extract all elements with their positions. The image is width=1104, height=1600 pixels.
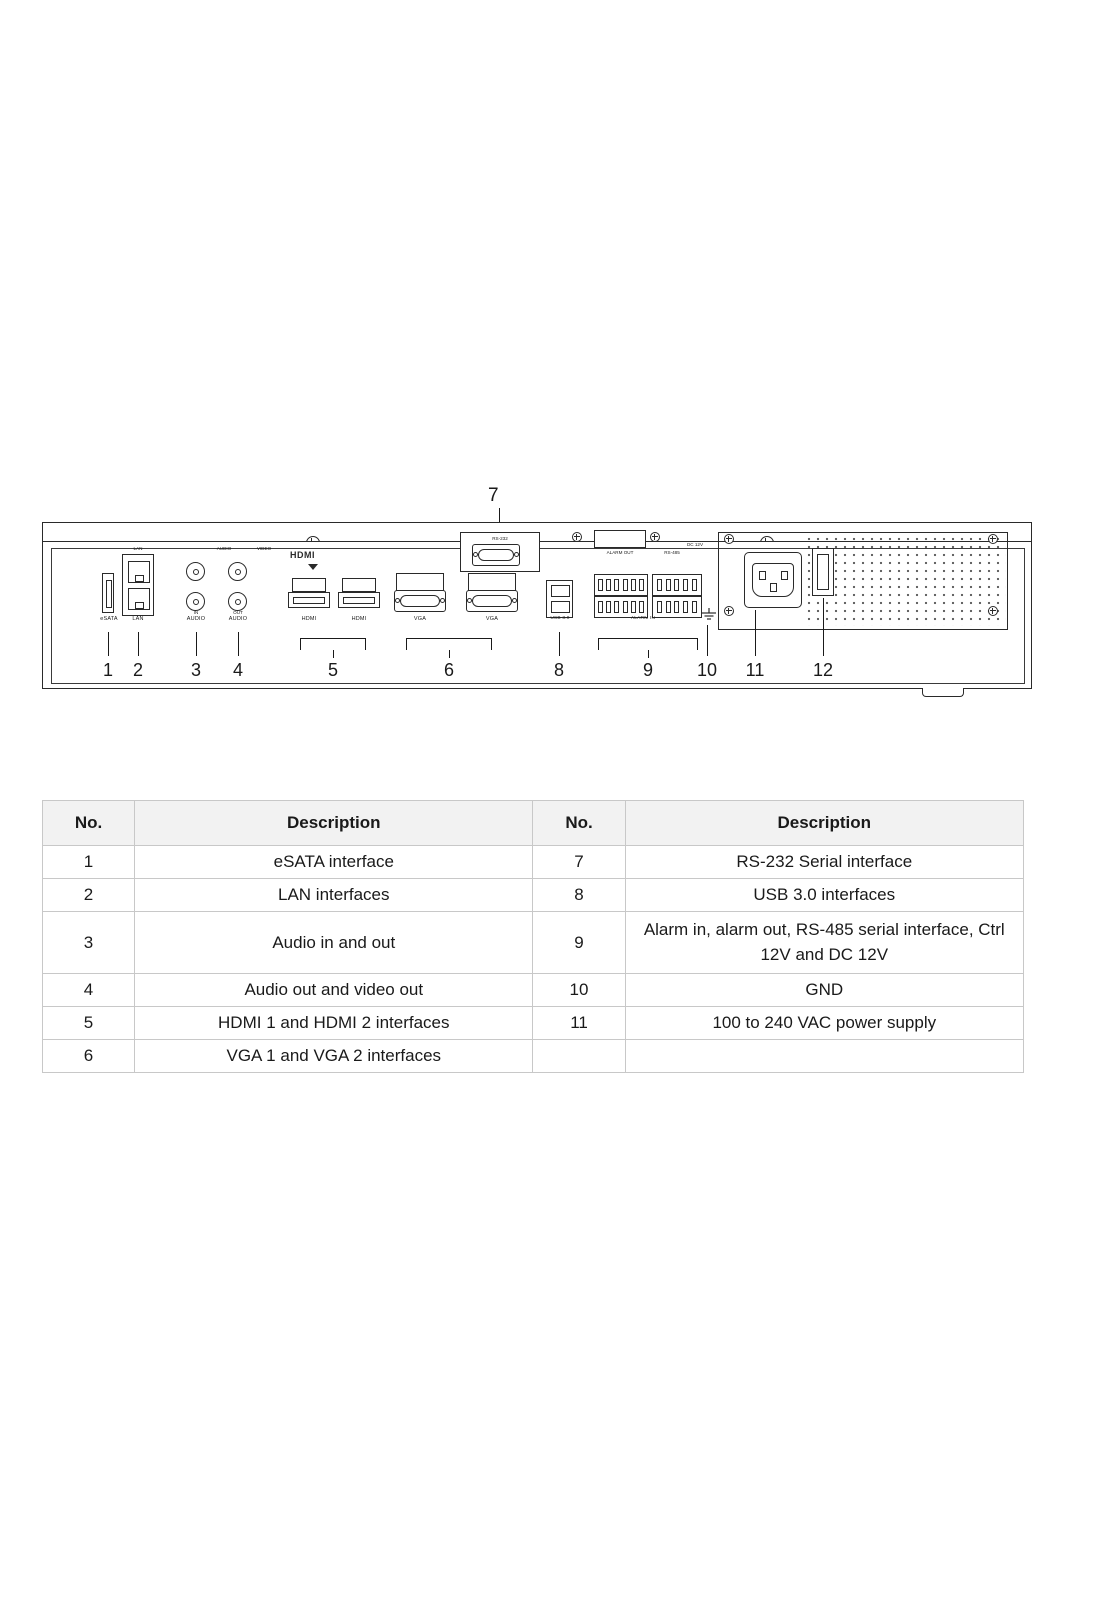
- chassis-foot: [922, 688, 964, 697]
- rs232-port: [472, 544, 520, 566]
- psu-screw-br: [988, 606, 998, 616]
- cell-desc-left: VGA 1 and VGA 2 interfaces: [135, 1040, 533, 1073]
- power-switch[interactable]: [812, 548, 834, 596]
- esata-port: [102, 573, 114, 613]
- video-out-jack: [228, 592, 247, 611]
- audio-out-jack: [186, 592, 205, 611]
- tick-5: [333, 650, 334, 658]
- cell-no-left: 1: [43, 846, 135, 879]
- alarm-out-label: ALARM OUT: [606, 550, 634, 555]
- table-row: [43, 1040, 1024, 1073]
- hdmi-shield-1: [292, 578, 326, 592]
- cell-no-right: [533, 1040, 625, 1073]
- callout-2: 2: [132, 660, 143, 680]
- esata-port-label: eSATA: [100, 616, 118, 622]
- vga-port-1: [394, 590, 446, 612]
- table-row: [43, 879, 1024, 912]
- cell-desc-left: LAN interfaces: [135, 879, 533, 912]
- psu-screw-tl: [724, 534, 734, 544]
- alarm-in-terminal-block-2: [594, 596, 648, 618]
- callout-1: 1: [102, 660, 113, 680]
- cell-desc-right: Alarm in, alarm out, RS-485 serial interface, Ctrl 12V and DC 12V: [625, 912, 1023, 974]
- audio-in-port-label: AUDIO: [186, 616, 206, 622]
- rs232-label: RS-232: [492, 536, 508, 541]
- audio-out-sub-label: OUT: [233, 610, 243, 615]
- header-no-left: No.: [43, 801, 135, 846]
- tick-9: [648, 650, 649, 658]
- terminal-screw-right: [650, 532, 660, 542]
- bracket-9: [598, 638, 698, 650]
- tick-12: [823, 598, 824, 656]
- gnd-symbol-icon: [700, 608, 718, 622]
- rs485-terminal-block-1: [652, 574, 702, 596]
- tick-11: [755, 610, 756, 656]
- cell-desc-right: GND: [625, 974, 1023, 1007]
- cell-desc-left: HDMI 1 and HDMI 2 interfaces: [135, 1007, 533, 1040]
- hdmi-port-1: [288, 592, 330, 608]
- cell-no-right: 10: [533, 974, 625, 1007]
- table-header-row: [43, 801, 1024, 846]
- cell-desc-right: [625, 1040, 1023, 1073]
- header-no-right: No.: [533, 801, 625, 846]
- ventilation-grill: [806, 536, 1006, 626]
- tick-4: [238, 632, 239, 656]
- rs485-terminal-block-2: [652, 596, 702, 618]
- cell-desc-left: eSATA interface: [135, 846, 533, 879]
- cell-no-left: 2: [43, 879, 135, 912]
- alarm-in-port-label: ALARM IN: [630, 616, 656, 621]
- hdmi-logo-icon: HDMI: [290, 550, 315, 560]
- audio-out-jack-2: [228, 562, 247, 581]
- vga-shield-1: [396, 573, 444, 591]
- device-illustration: [0, 470, 1104, 780]
- callout-8: 8: [553, 660, 564, 680]
- lan-port-label: LAN: [132, 616, 144, 622]
- audio-out-port-label: AUDIO: [228, 616, 248, 622]
- callout-4: 4: [232, 660, 243, 680]
- callout-5: 5: [327, 660, 338, 680]
- rs485-label: RS-485: [664, 550, 680, 555]
- cell-no-right: 9: [533, 912, 625, 974]
- cell-desc-right: 100 to 240 VAC power supply: [625, 1007, 1023, 1040]
- table-row: [43, 974, 1024, 1007]
- hdmi-shield-2: [342, 578, 376, 592]
- tick-8: [559, 632, 560, 656]
- header-desc-left: Description: [135, 801, 533, 846]
- usb-port-1: [551, 585, 570, 597]
- audio-group-top-label: AUDIO: [216, 546, 232, 551]
- psu-screw-tr: [988, 534, 998, 544]
- alarm-in-terminal-block-1: [594, 574, 648, 596]
- usb-port-label: USB 3.0: [550, 616, 570, 621]
- callout-11: 11: [745, 660, 765, 680]
- psu-screw-bl: [724, 606, 734, 616]
- cell-desc-right: RS-232 Serial interface: [625, 846, 1023, 879]
- tick-6: [449, 650, 450, 658]
- cell-no-left: 5: [43, 1007, 135, 1040]
- terminal-screw-left: [572, 532, 582, 542]
- cell-no-left: 4: [43, 974, 135, 1007]
- lan-ports: [122, 554, 154, 616]
- tick-3: [196, 632, 197, 656]
- alarm-out-terminal-block: [594, 530, 646, 548]
- tick-2: [138, 632, 139, 656]
- hdmi-port-1-label: HDMI: [301, 616, 317, 622]
- hdmi-port-2-label: HDMI: [351, 616, 367, 622]
- callout-3: 3: [190, 660, 201, 680]
- hdmi-logo-triangle: [308, 564, 318, 570]
- callout-6: 6: [443, 660, 454, 680]
- tick-1: [108, 632, 109, 656]
- bracket-6: [406, 638, 492, 650]
- hdmi-port-2: [338, 592, 380, 608]
- cell-no-left: 3: [43, 912, 135, 974]
- callout-9: 9: [642, 660, 653, 680]
- dc12v-label: DC 12V: [686, 542, 704, 547]
- vga-port-1-label: VGA: [413, 616, 427, 622]
- audio-in-sub-label: IN: [193, 610, 199, 615]
- vga-port-2-label: VGA: [485, 616, 499, 622]
- vga-shield-2: [468, 573, 516, 591]
- table-row: [43, 1007, 1024, 1040]
- callout-10: 10: [696, 660, 718, 680]
- callout-12: 12: [812, 660, 834, 680]
- header-desc-right: Description: [625, 801, 1023, 846]
- usb-ports: [546, 580, 573, 618]
- audio-in-jack: [186, 562, 205, 581]
- cell-desc-left: Audio in and out: [135, 912, 533, 974]
- video-group-top-label: VIDEO: [256, 546, 272, 551]
- vga-port-2: [466, 590, 518, 612]
- tick-10: [707, 625, 708, 656]
- lan-port-1: [128, 561, 150, 583]
- cell-desc-left: Audio out and video out: [135, 974, 533, 1007]
- bracket-5: [300, 638, 366, 650]
- cell-no-right: 8: [533, 879, 625, 912]
- ac-power-inlet: [744, 552, 802, 608]
- lan-port-2: [128, 588, 150, 610]
- cell-no-right: 7: [533, 846, 625, 879]
- cell-no-right: 11: [533, 1007, 625, 1040]
- cell-desc-right: USB 3.0 interfaces: [625, 879, 1023, 912]
- table-row: [43, 846, 1024, 879]
- usb-port-2: [551, 601, 570, 613]
- interface-description-table: [42, 800, 1024, 1073]
- cell-no-left: 6: [43, 1040, 135, 1073]
- callout-7: 7: [488, 485, 499, 506]
- table-row: [43, 912, 1024, 974]
- lan-top-label: LAN: [133, 546, 143, 551]
